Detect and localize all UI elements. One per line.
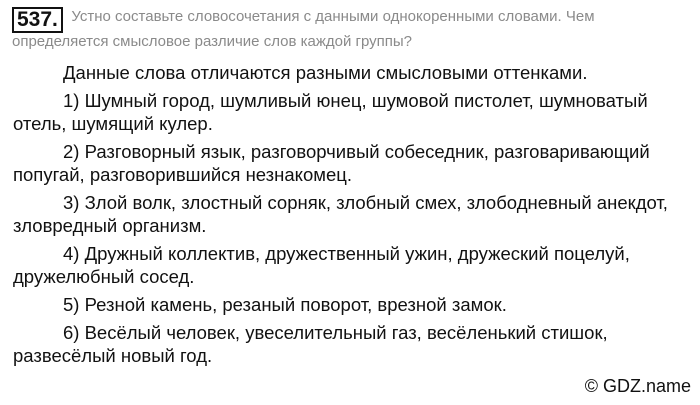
answer-item-4-line-2: дружелюбный сосед.: [13, 266, 195, 287]
answer-item-3-line-1: 3) Злой волк, злостный сорняк, злобный смех, злободневный анекдот,: [63, 192, 668, 213]
answer-item-2-line-1: 2) Разговорный язык, разговорчивый собеседник, разговаривающий: [63, 141, 650, 162]
answer-item-4-line-1: 4) Дружный коллектив, дружественный ужин, дружеский поцелуй,: [63, 243, 630, 264]
answer-item-3-line-2: зловредный организм.: [13, 215, 207, 236]
answer-item-6: [13, 321, 693, 367]
answer-intro: [13, 61, 693, 84]
task-prompt-line-1: Устно составьте словосочетания с данными однокоренными словами. Чем: [71, 8, 595, 25]
answer-item-6-line-1: 6) Весёлый человек, увеселительный газ, весёленький стишок,: [63, 322, 608, 343]
answer-item-4: [13, 242, 693, 288]
answer-item-2-line-2: попугай, разговорившийся незнакомец.: [13, 164, 352, 185]
task-number: 537.: [12, 7, 63, 33]
answer-item-5: [13, 293, 693, 316]
answer-item-1: [13, 89, 693, 135]
answer-intro-line: Данные слова отличаются разными смысловыми оттенками.: [63, 62, 588, 83]
answer-item-1-line-1: 1) Шумный город, шумливый юнец, шумовой пистолет, шумноватый: [63, 90, 648, 111]
task-header: [12, 7, 692, 52]
answer-item-2: [13, 140, 693, 186]
answer-item-6-line-2: развесёлый новый год.: [13, 345, 213, 366]
answer-item-5-line-1: 5) Резной камень, резаный поворот, врезной замок.: [63, 294, 507, 315]
task-prompt: [12, 8, 692, 52]
answer-item-1-line-2: отель, шумящий кулер.: [13, 113, 213, 134]
answer-item-3: [13, 191, 693, 237]
site-watermark: © GDZ.name: [584, 376, 691, 396]
answer-text: [13, 61, 693, 372]
task-prompt-line-2: определяется смысловое различие слов каждой группы?: [12, 33, 413, 50]
